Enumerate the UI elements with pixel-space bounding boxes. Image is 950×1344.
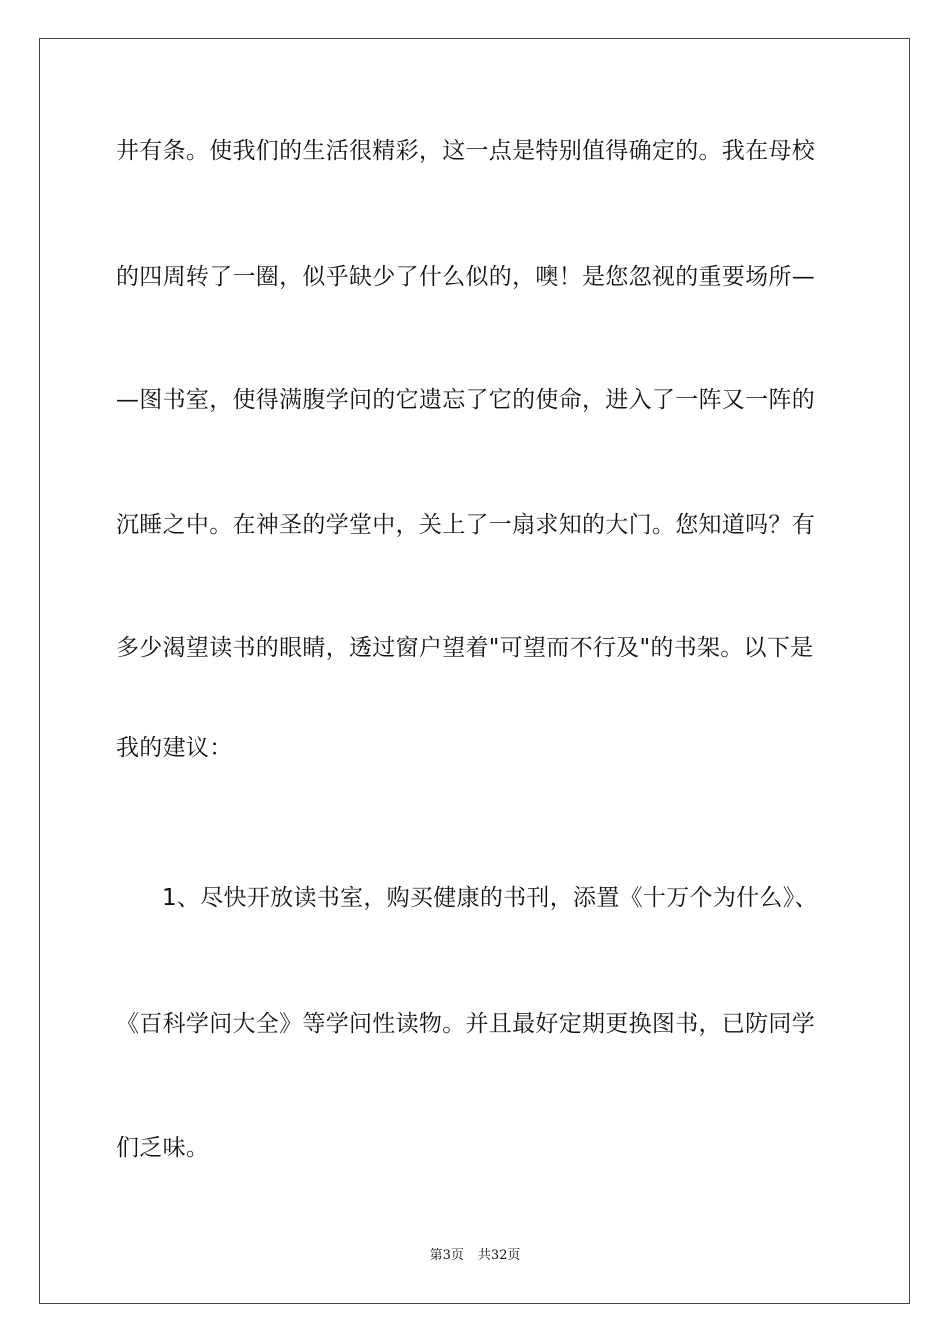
paragraph-line: 的四周转了一圈，似乎缺少了什么似的，噢！是您忽视的重要场所— — [116, 264, 815, 290]
paragraph-line: 多少渴望读书的眼睛，透过窗户望着"可望而不行及"的书架。以下是 — [116, 635, 814, 661]
list-item-line: 1、尽快开放读书室，购买健康的书刊，添置《十万个为什么》、 — [162, 885, 818, 911]
paragraph-line: 井有条。使我们的生活很精彩，这一点是特别值得确定的。我在母校 — [116, 138, 815, 164]
page-footer — [0, 1248, 950, 1264]
page-number: 第3页 — [429, 1248, 464, 1263]
paragraph-line: 沉睡之中。在神圣的学堂中，关上了一扇求知的大门。您知道吗？有 — [116, 512, 815, 538]
page-border — [39, 38, 910, 1304]
paragraph-line: 我的建议： — [116, 735, 233, 761]
paragraph-line: 《百科学问大全》等学问性读物。并且最好定期更换图书，已防同学 — [116, 1011, 815, 1037]
page-total: 共32页 — [477, 1248, 521, 1263]
paragraph-line: —图书室，使得满腹学问的它遗忘了它的使命，进入了一阵又一阵的 — [116, 387, 815, 413]
paragraph-line: 们乏味。 — [116, 1135, 210, 1161]
